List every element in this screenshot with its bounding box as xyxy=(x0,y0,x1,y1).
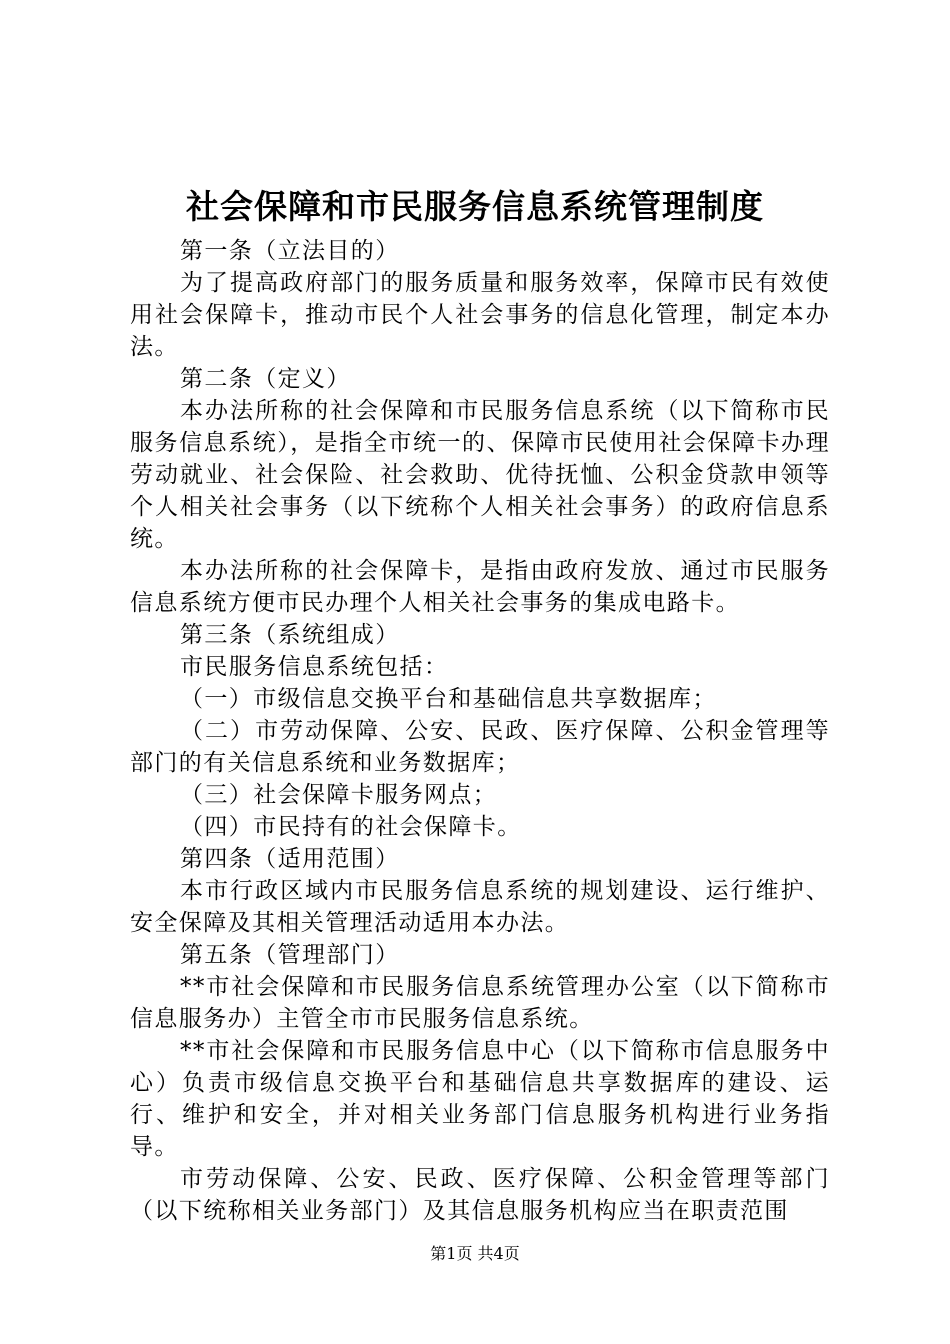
paragraph: 第二条（定义） xyxy=(180,366,351,392)
paragraph: 本办法所称的社会保障和市民服务信息系统（以下简称市民服务信息系统），是指全市统一的、保障市民使用社会保障卡办理劳动就业、社会保险、社会救助、优待抚恤、公积金贷款申领等个人相关社会事务（以下统称个人相关社会事务）的政府信息系统。 xyxy=(130,398,830,552)
document-title: 社会保障和市民服务信息系统管理制度 xyxy=(186,187,764,226)
paragraph: （三）社会保障卡服务网点； xyxy=(180,782,498,808)
paragraph: 为了提高政府部门的服务质量和服务效率，保障市民有效使用社会保障卡，推动市民个人社会事务的信息化管理，制定本办法。 xyxy=(130,270,830,360)
paragraph: 第五条（管理部门） xyxy=(180,942,400,968)
paragraph: 本办法所称的社会保障卡，是指由政府发放、通过市民服务信息系统方便市民办理个人相关社会事务的集成电路卡。 xyxy=(130,558,830,616)
paragraph: （一）市级信息交换平台和基础信息共享数据库； xyxy=(180,686,717,712)
document-body xyxy=(130,235,830,1227)
paragraph: 第三条（系统组成） xyxy=(180,622,400,648)
page-number: 第1页 共4页 xyxy=(430,1244,520,1263)
paragraph: （二）市劳动保障、公安、民政、医疗保障、公积金管理等部门的有关信息系统和业务数据库； xyxy=(130,718,830,776)
paragraph: 第一条（立法目的） xyxy=(180,238,400,264)
paragraph: （四）市民持有的社会保障卡。 xyxy=(180,814,522,840)
paragraph: 市劳动保障、公安、民政、医疗保障、公积金管理等部门（以下统称相关业务部门）及其信息服务机构应当在职责范围 xyxy=(130,1166,830,1224)
paragraph: 市民服务信息系统包括： xyxy=(180,654,449,680)
paragraph: 本市行政区域内市民服务信息系统的规划建设、运行维护、安全保障及其相关管理活动适用本办法。 xyxy=(130,878,830,936)
paragraph: **市社会保障和市民服务信息中心（以下简称市信息服务中心）负责市级信息交换平台和基础信息共享数据库的建设、运行、维护和安全，并对相关业务部门信息服务机构进行业务指导。 xyxy=(130,1038,830,1160)
paragraph: 第四条（适用范围） xyxy=(180,846,400,872)
paragraph: **市社会保障和市民服务信息系统管理办公室（以下简称市信息服务办）主管全市市民服务信息系统。 xyxy=(130,974,830,1032)
